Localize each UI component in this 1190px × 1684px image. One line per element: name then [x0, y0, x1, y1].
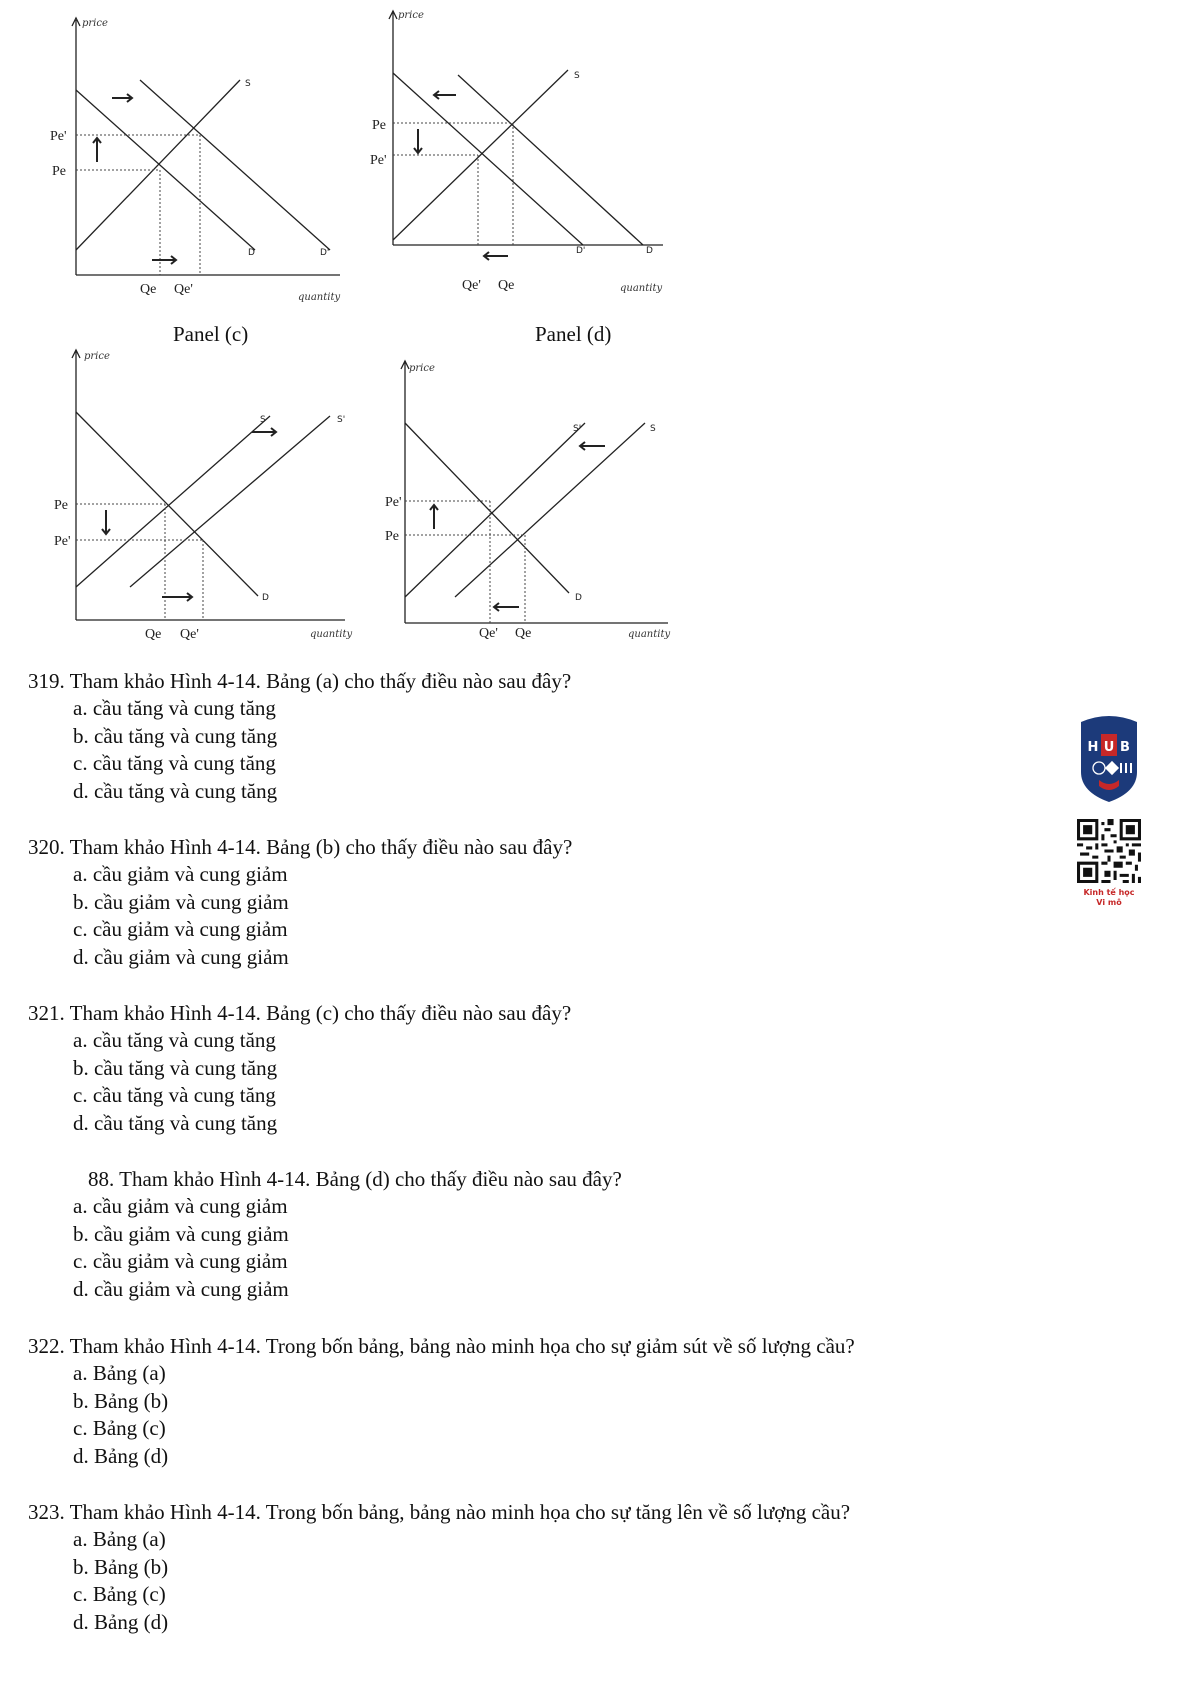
question-stem: 88. Tham khảo Hình 4-14. Bảng (d) cho thấy điều nào sau đây? [88, 1167, 622, 1191]
panel-c-title: Panel (c) [173, 322, 249, 346]
answer-option: c. Bảng (c) [73, 1582, 166, 1606]
tick-quantity-low: Qe' [479, 626, 498, 641]
demand-curve [458, 75, 643, 245]
answer-option: c. cầu giảm và cung giảm [73, 917, 288, 941]
label-d: D [646, 246, 653, 256]
x-axis-label: quantity [628, 629, 671, 640]
question-stem: 322. Tham khảo Hình 4-14. Trong bốn bảng, bảng nào minh họa cho sự giảm sút về số lượng cầu? [28, 1334, 855, 1358]
x-axis-label: quantity [620, 283, 663, 294]
question-stem: 319. Tham khảo Hình 4-14. Bảng (a) cho thấy điều nào sau đây? [28, 669, 572, 693]
answer-option: a. cầu tăng và cung tăng [73, 696, 276, 720]
arrow-left-icon [484, 252, 508, 260]
answer-option: b. cầu tăng và cung tăng [73, 1055, 278, 1080]
tick-quantity-low: Qe' [462, 278, 481, 293]
answer-option: a. cầu tăng và cung tăng [73, 1028, 276, 1052]
x-axis-label: quantity [310, 629, 353, 640]
answer-option: d. Bảng (d) [73, 1443, 169, 1468]
answer-option: d. cầu giảm và cung giảm [73, 944, 289, 969]
y-axis-label: price [398, 10, 424, 21]
tick-quantity-high: Qe' [180, 627, 199, 642]
tick-quantity-high: Qe [498, 278, 515, 293]
answer-option: d. cầu tăng và cung tăng [73, 1110, 278, 1135]
question-322 [0, 1333, 1060, 1470]
question-stem: 320. Tham khảo Hình 4-14. Bảng (b) cho thấy điều nào sau đây? [28, 835, 573, 859]
arrow-down-icon [102, 510, 110, 534]
panel-c [40, 342, 360, 647]
label-d-prime: D' [320, 248, 330, 258]
label-d: D [262, 593, 269, 603]
question-stem: 321. Tham khảo Hình 4-14. Bảng (c) cho thấy điều nào sau đây? [28, 1001, 572, 1025]
label-s: S [260, 415, 266, 425]
panel-b [358, 5, 678, 300]
answer-option: b. cầu giảm và cung giảm [73, 1221, 289, 1246]
answer-option: d. Bảng (d) [73, 1609, 169, 1634]
tick-price-high: Pe [372, 118, 386, 133]
answer-option: d. cầu giảm và cung giảm [73, 1276, 289, 1301]
supply-curve-shifted [405, 423, 585, 597]
demand-curve-shifted [140, 80, 330, 250]
panel-a [40, 10, 360, 305]
tick-price-low: Pe [52, 164, 66, 179]
label-s-prime: S' [573, 424, 582, 434]
answer-option: b. Bảng (b) [73, 1554, 169, 1579]
tick-quantity-low: Qe [140, 282, 157, 297]
question-88 [0, 1166, 1060, 1303]
panel-c-graph [40, 342, 360, 642]
y-axis-label: price [84, 351, 110, 362]
panel-a-graph [40, 10, 360, 303]
supply-curve [455, 423, 645, 597]
arrow-up-icon [93, 138, 101, 162]
question-321 [0, 1000, 1060, 1137]
tick-price-low: Pe [385, 529, 399, 544]
arrow-left-icon [494, 603, 519, 611]
arrow-right-icon [152, 256, 176, 264]
x-axis-label: quantity [298, 292, 341, 303]
supply-curve [76, 80, 240, 250]
logo-letter: H [1087, 740, 1099, 755]
label-s: S [574, 71, 580, 81]
tick-price-high: Pe' [50, 129, 67, 144]
hub-shield-icon [1077, 712, 1141, 804]
tick-quantity-high: Qe [515, 626, 532, 641]
tick-price-high: Pe [54, 498, 68, 513]
logo-caption: Vi mô [1096, 898, 1122, 907]
question-319 [0, 668, 1060, 805]
arrow-up-icon [430, 505, 438, 529]
arrow-right-icon [162, 593, 192, 601]
answer-option: c. cầu giảm và cung giảm [73, 1249, 288, 1273]
label-d: D [248, 248, 255, 258]
panel-b-graph [358, 5, 678, 295]
y-axis-label: price [409, 363, 435, 374]
tick-price-low: Pe' [54, 534, 71, 549]
question-323 [0, 1499, 1060, 1636]
logo-letter: U [1103, 740, 1115, 755]
answer-option: a. cầu giảm và cung giảm [73, 862, 288, 886]
label-s: S [245, 79, 251, 89]
tick-quantity-low: Qe [145, 627, 162, 642]
label-s-prime: S' [337, 415, 346, 425]
arrow-left-icon [580, 442, 605, 450]
answer-option: c. cầu tăng và cung tăng [73, 1083, 276, 1107]
label-s: S [650, 424, 656, 434]
arrow-down-icon [414, 129, 422, 153]
supply-curve-shifted [130, 416, 330, 587]
answer-option: d. cầu tăng và cung tăng [73, 778, 278, 803]
answer-option: a. Bảng (a) [73, 1527, 166, 1551]
answer-option: b. cầu giảm và cung giảm [73, 889, 289, 914]
answer-option: b. cầu tăng và cung tăng [73, 723, 278, 748]
demand-curve [76, 90, 255, 250]
arrow-right-icon [112, 94, 132, 102]
arrow-left-icon [434, 91, 456, 99]
panel-d [365, 355, 685, 650]
label-d: D [575, 593, 582, 603]
qr-code-icon [1077, 819, 1141, 883]
panel-d-graph [365, 355, 685, 645]
answer-option: a. Bảng (a) [73, 1361, 166, 1385]
tick-price-high: Pe' [385, 495, 402, 510]
logo-caption: Kinh tế học [1083, 888, 1135, 897]
tick-price-low: Pe' [370, 153, 387, 168]
question-320 [0, 834, 1060, 971]
logo-letter: B [1120, 740, 1130, 755]
question-stem: 323. Tham khảo Hình 4-14. Trong bốn bảng, bảng nào minh họa cho sự tăng lên về số lượng cầu? [28, 1500, 851, 1524]
tick-quantity-high: Qe' [174, 282, 193, 297]
label-d-prime: D' [576, 246, 586, 256]
answer-option: c. cầu tăng và cung tăng [73, 751, 276, 775]
demand-curve [76, 412, 258, 596]
hub-logo [1077, 712, 1141, 908]
answer-option: a. cầu giảm và cung giảm [73, 1194, 288, 1218]
answer-option: c. Bảng (c) [73, 1416, 166, 1440]
answer-option: b. Bảng (b) [73, 1388, 169, 1413]
panel-d-title: Panel (d) [535, 322, 612, 346]
y-axis-label: price [82, 18, 108, 29]
demand-curve-shifted [393, 73, 583, 245]
